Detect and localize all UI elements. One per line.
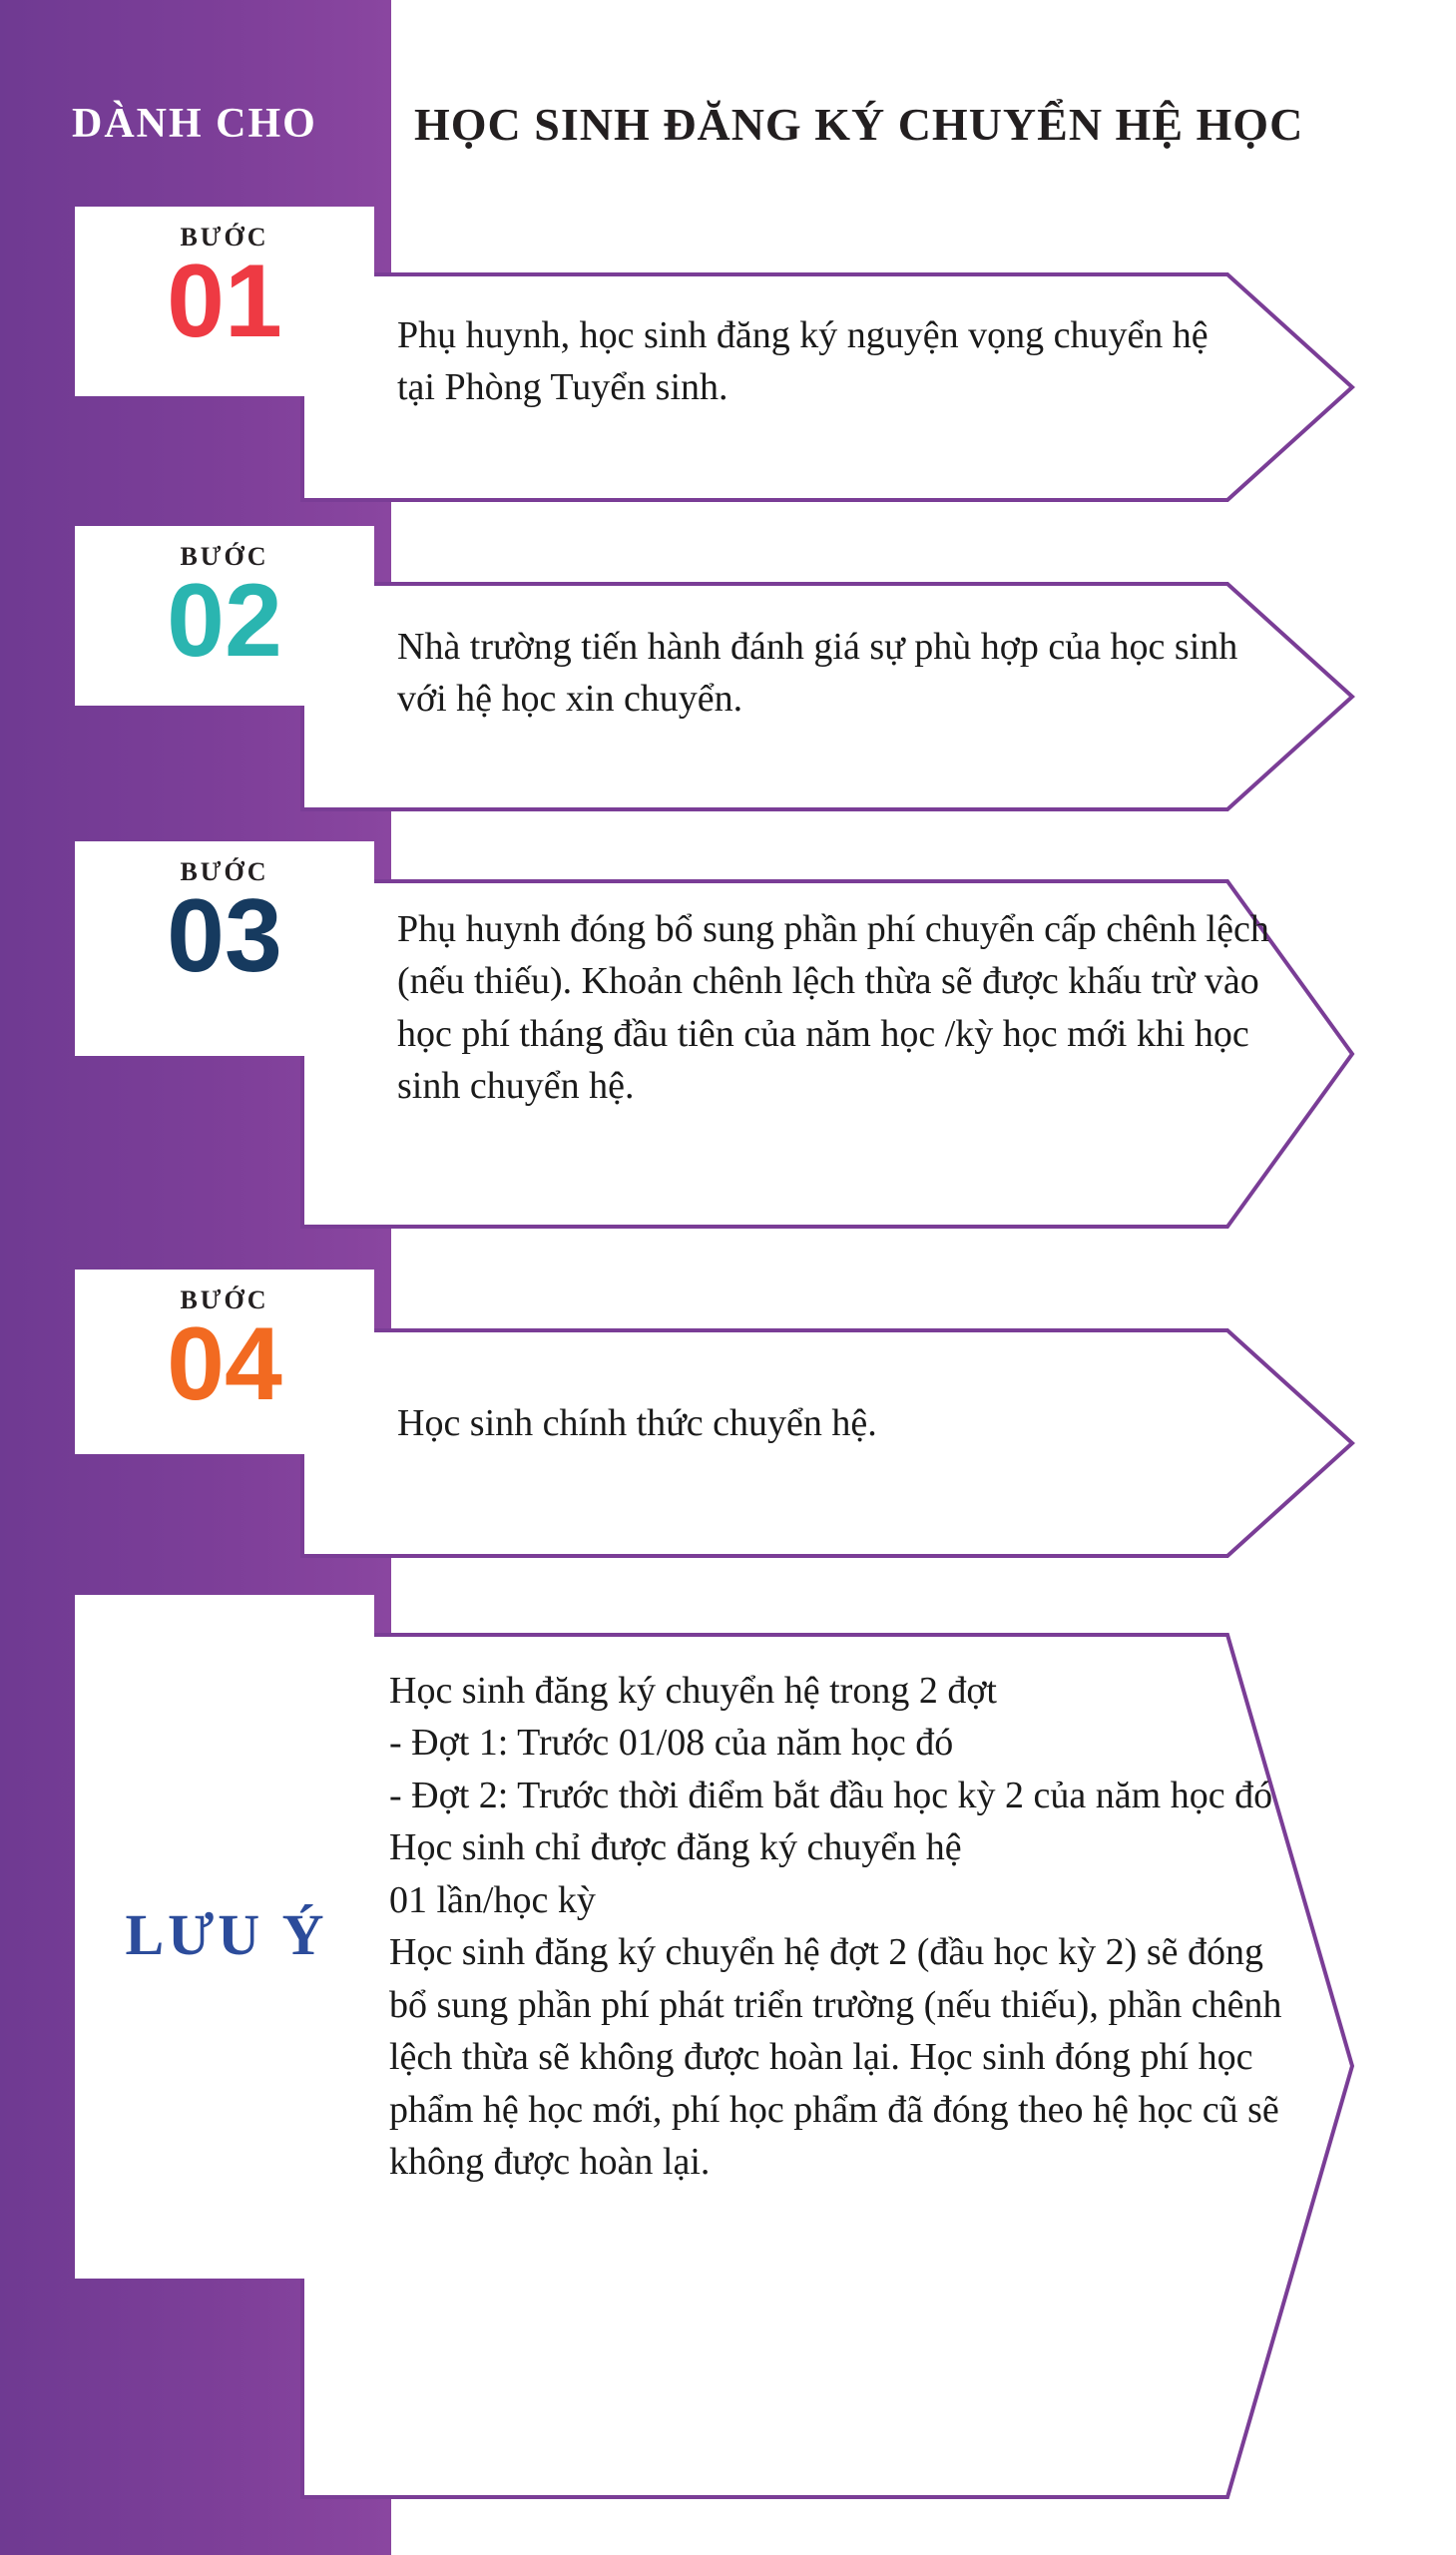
step-2-text: Nhà trường tiến hành đánh giá sự phù hợp của học sinh với hệ học xin chuyển. (397, 626, 1238, 721)
step-3-badge-label: BƯỚC (180, 857, 269, 886)
step-4-badge-label: BƯỚC (180, 1285, 269, 1314)
step-2-badge-label: BƯỚC (180, 542, 269, 571)
step-3-badge (75, 841, 374, 1056)
step-1-number: 01 (167, 244, 282, 359)
step-4-number: 04 (167, 1306, 282, 1422)
note-label: LƯU Ý (125, 1902, 328, 1967)
step-4-text: Học sinh chính thức chuyển hệ. (397, 1402, 877, 1444)
step-2-number: 02 (167, 563, 282, 679)
step-3-text: Phụ huynh đóng bổ sung phần phí chuyển cấp chênh lệch (nếu thiếu). Khoản chênh lệch thừa sẽ được khấu trừ vào học phí tháng đầu tiên của năm học /kỳ học mới khi học sinh chuyển hệ. (397, 908, 1269, 1108)
header-left-label: DÀNH CHO (72, 101, 317, 147)
note-text: Học sinh đăng ký chuyển hệ trong 2 đợt - Đợt 1: Trước 01/08 của năm học đó - Đợt 2: Trước thời điểm bắt đầu học kỳ 2 của năm học đó Học sinh chỉ được đăng ký chuyển hệ 01 lần/học kỳ Học sinh đăng ký chuyển hệ đợt 2 (đầu học kỳ 2) sẽ đóng bổ sung phần phí phát triển trường (nếu thiếu), phần chênh lệch thừa sẽ không được hoàn lại. Học sinh đóng phí học phẩm hệ học mới, phí học phẩm đã đóng theo hệ học cũ sẽ không được hoàn lại. (389, 1670, 1282, 2183)
header (0, 90, 1456, 200)
step-2-badge (75, 526, 374, 706)
step-1-text: Phụ huynh, học sinh đăng ký nguyện vọng chuyển hệ tại Phòng Tuyển sinh. (397, 314, 1209, 409)
step-1-badge (75, 207, 374, 396)
page-title: HỌC SINH ĐĂNG KÝ CHUYỂN HỆ HỌC (414, 99, 1304, 150)
step-4-badge (75, 1270, 374, 1454)
step-3-number: 03 (167, 878, 282, 994)
step-1-badge-label: BƯỚC (180, 223, 269, 252)
